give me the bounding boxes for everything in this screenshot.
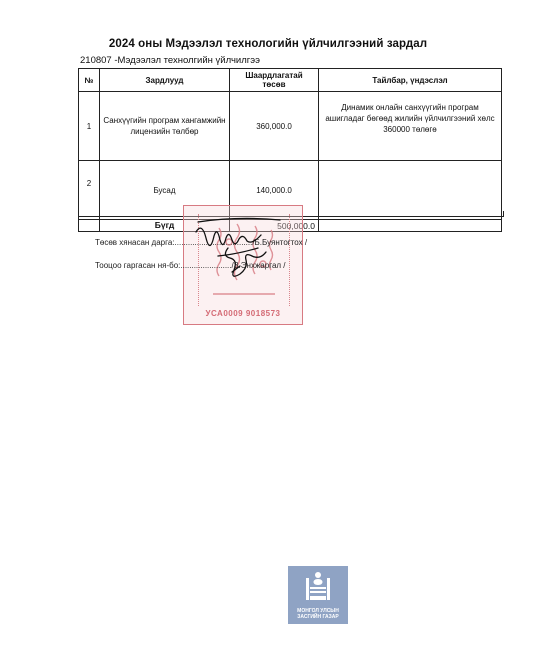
stamp-code: УСА0009 9018573 [205, 309, 281, 318]
row-no: 2 [79, 161, 100, 220]
handwritten-signature [188, 214, 288, 284]
approved-name: /Б.Буянтогтох / [252, 238, 308, 247]
header-amount: Шаардлагатай төсөв [230, 69, 319, 92]
header-note: Тайлбар, үндэслэл [319, 69, 502, 92]
table-row [79, 92, 502, 161]
document-title: 2024 оны Мэдээлэл технологийн үйлчилгээний зардал [108, 38, 428, 50]
header-name: Зардлууд [100, 69, 230, 92]
table-header-row [79, 69, 502, 92]
prepared-dots: ....................... [180, 261, 232, 270]
prepared-label: Тооцоо гаргасан ня-бо: [95, 261, 181, 270]
total-note-cell [319, 220, 502, 232]
row-amount: 140,000.0 [230, 161, 319, 220]
government-emblem [288, 566, 348, 624]
total-label: Бүгд [100, 220, 230, 232]
approved-dots: ................................... [174, 238, 253, 247]
prepared-name: /З.Энхжаргал / [231, 261, 286, 270]
header-no: № [79, 69, 100, 92]
document-subtitle: 210807 -Мэдээлэл технолгийн үйлчилгээ [80, 55, 260, 66]
row-amount: 360,000.0 [230, 92, 319, 161]
emblem-text [288, 608, 348, 620]
total-amount: 500,000.0 [230, 220, 319, 232]
emblem-line-2: ЗАСГИЙН ГАЗАР [297, 614, 339, 620]
row-note: Динамик онлайн санхүүгийн програм ашигладаг бөгөөд жилийн үйлчилгээний хөлс 360000 төлөгө [319, 92, 502, 161]
soyombo-icon [288, 566, 348, 606]
row-name: Санхүүгийн програм хангамжийн лицензийн төлбөр [100, 92, 230, 161]
row-no: 1 [79, 92, 100, 161]
row-name: Бусад [100, 161, 230, 220]
approved-label: Төсөв хянасан дарга: [95, 238, 175, 247]
total-no-cell [79, 220, 100, 232]
emblem-line-1: МОНГОЛ УЛСЫН [297, 608, 339, 614]
